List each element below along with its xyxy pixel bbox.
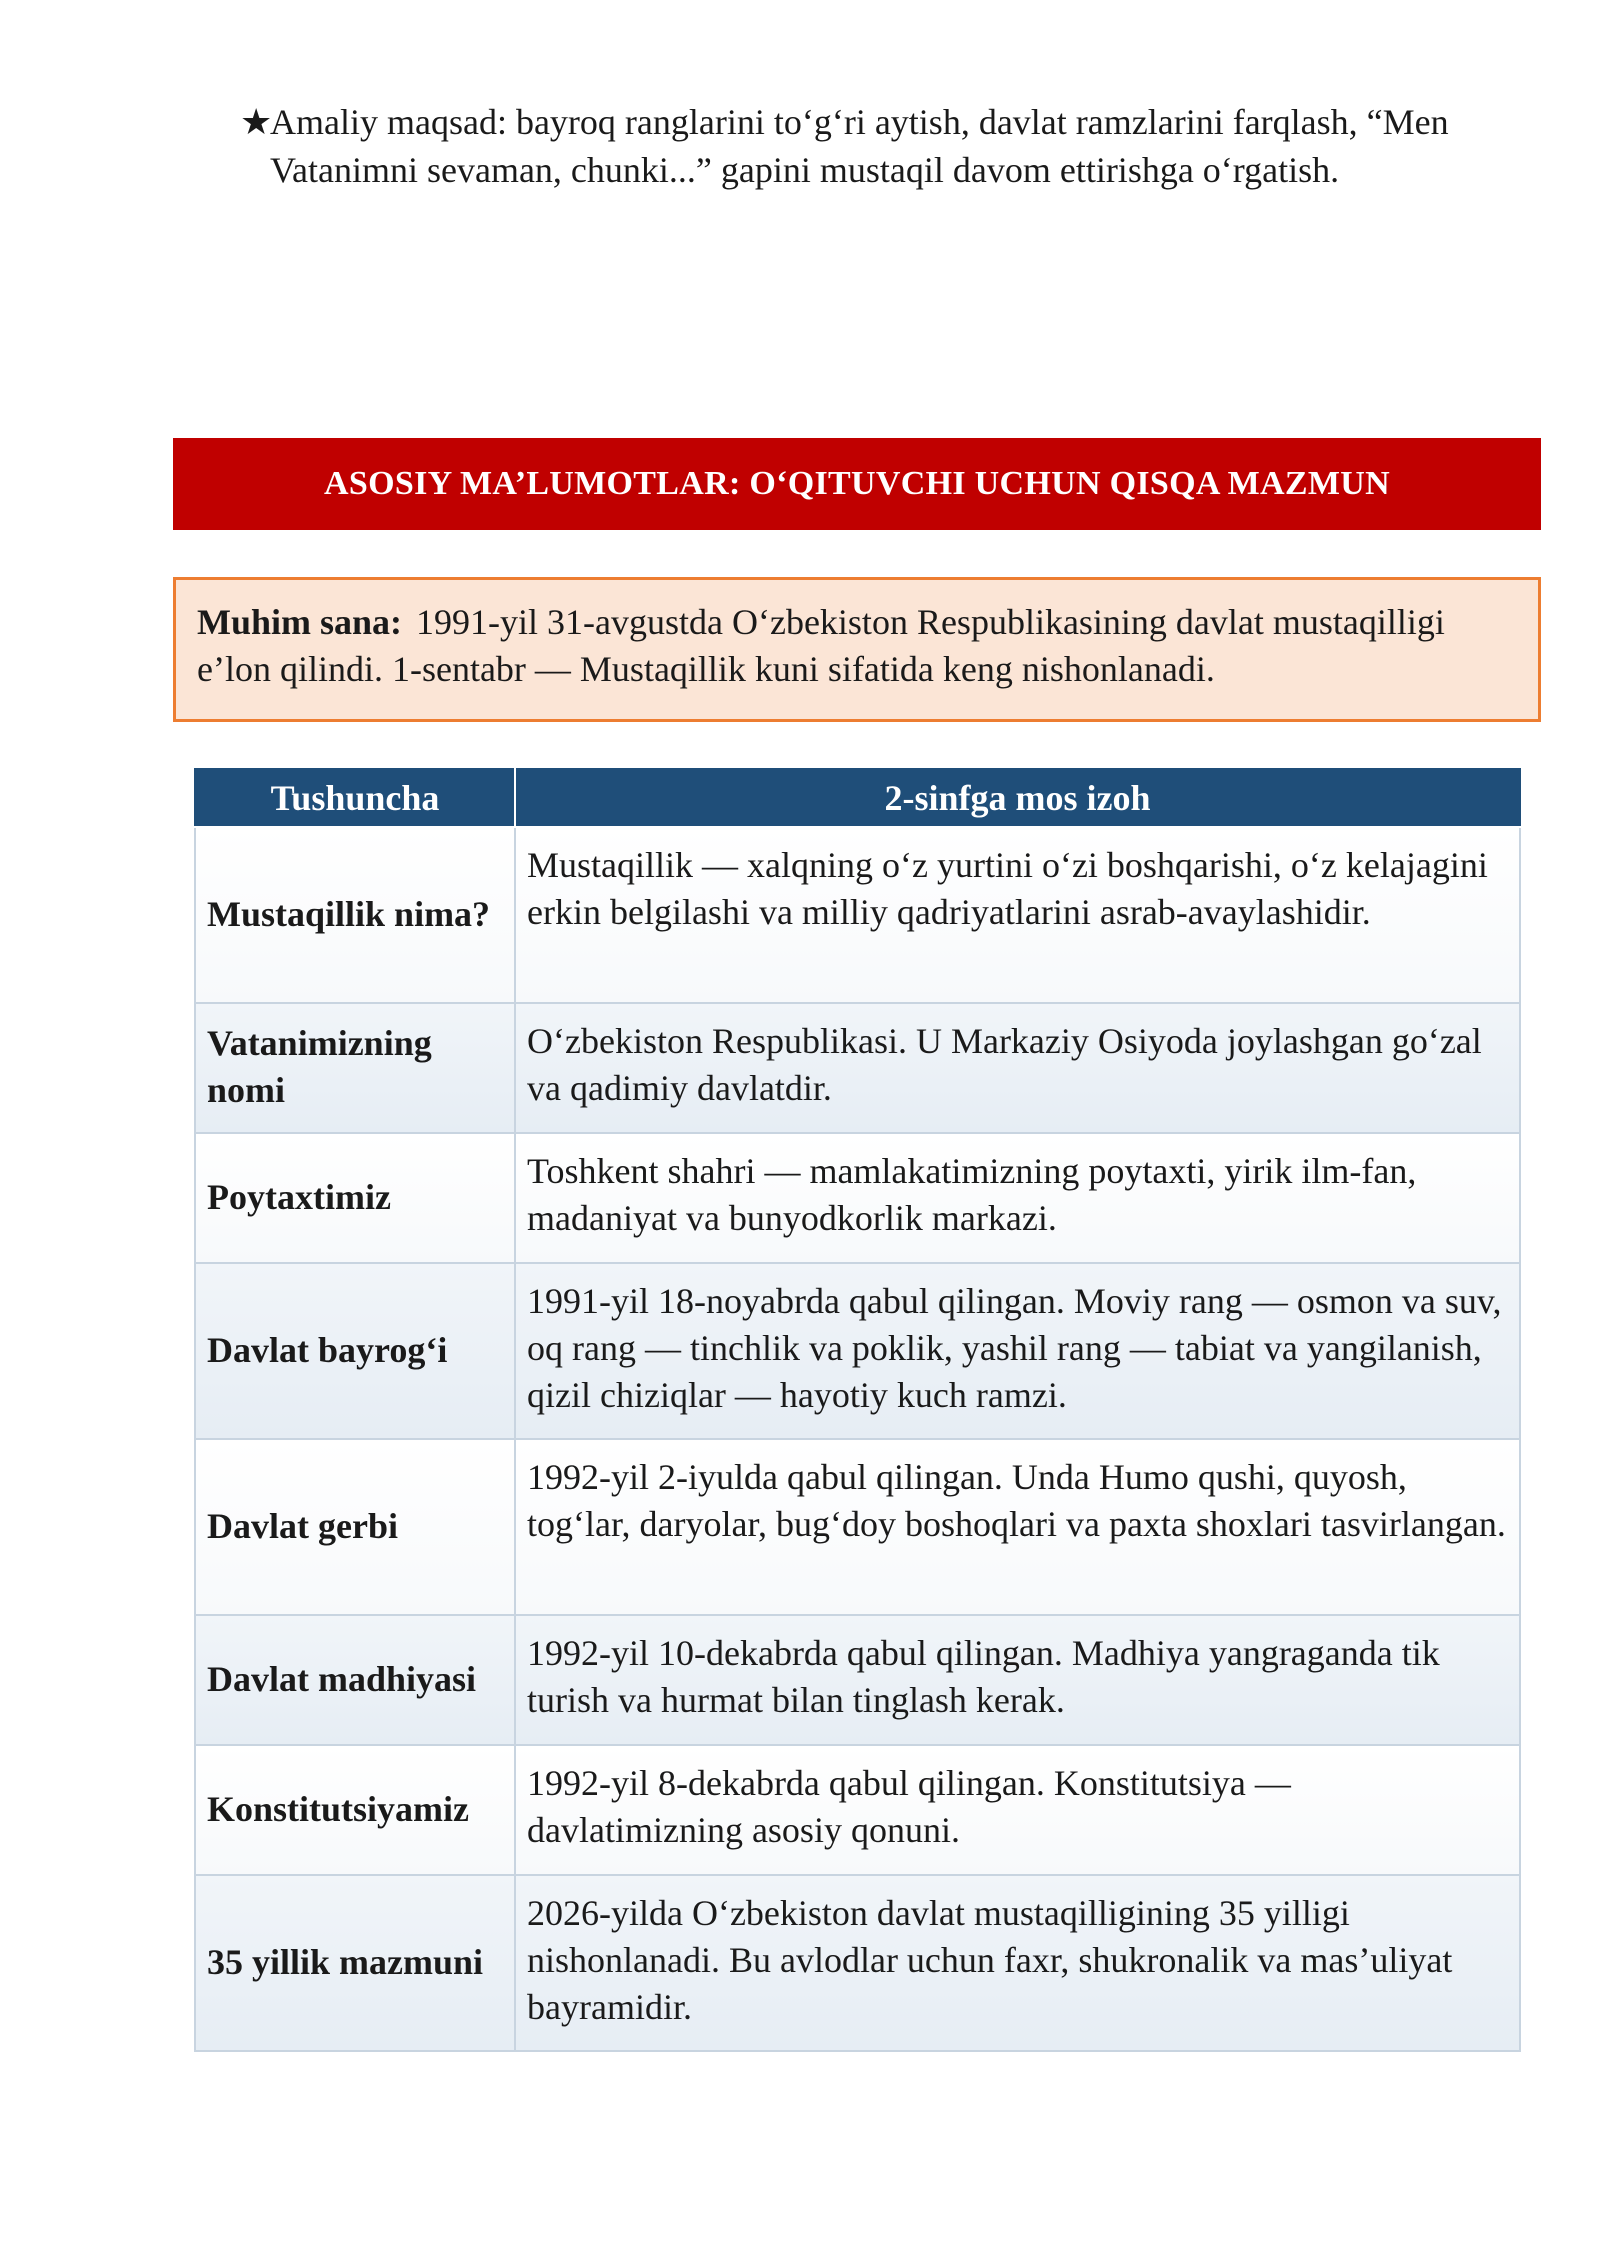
note-label: Muhim sana: <box>197 602 403 642</box>
row-term: Davlat gerbi <box>195 1439 515 1615</box>
note-text: 1991-yil 31-avgustda O‘zbekiston Respublikasining davlat mustaqilligi e’lon qilindi. 1-sentabr — Mustaqillik kuni sifatida keng nishonlanadi. <box>197 602 1445 689</box>
important-date-note <box>173 577 1541 722</box>
table-header-row <box>195 769 1520 827</box>
column-header-term: Tushuncha <box>195 769 515 827</box>
row-term: Davlat madhiyasi <box>195 1615 515 1745</box>
section-banner-title: ASOSIY MA’LUMOTLAR: O‘QITUVCHI UCHUN QISQA MAZMUN <box>324 465 1390 502</box>
row-term: Davlat bayrog‘i <box>195 1263 515 1439</box>
row-description: O‘zbekiston Respublikasi. U Markaziy Osiyoda joylashgan go‘zal va qadimiy davlatdir. <box>515 1003 1520 1133</box>
table-row <box>195 1263 1520 1439</box>
table-row <box>195 1745 1520 1875</box>
row-term: 35 yillik mazmuni <box>195 1875 515 2051</box>
table-row <box>195 827 1520 1003</box>
row-description: 2026-yilda O‘zbekiston davlat mustaqilligining 35 yilligi nishonlanadi. Bu avlodlar uchun faxr, shukronalik va mas’uliyat bayramidir. <box>515 1875 1520 2051</box>
table-row <box>195 1439 1520 1615</box>
goal-text: Amaliy maqsad: bayroq ranglarini to‘g‘ri aytish, davlat ramzlarini farqlash, “Men Vatanimni sevaman, chunki...” gapini mustaqil davom ettirishga o‘rgatish. <box>270 102 1449 190</box>
row-description: Toshkent shahri — mamlakatimizning poytaxti, yirik ilm-fan, madaniyat va bunyodkorlik markazi. <box>515 1133 1520 1263</box>
row-description: 1992-yil 8-dekabrda qabul qilingan. Konstitutsiya — davlatimizning asosiy qonuni. <box>515 1745 1520 1875</box>
concepts-table <box>194 768 1521 2052</box>
table-row <box>195 1615 1520 1745</box>
row-description: 1992-yil 10-dekabrda qabul qilingan. Madhiya yangraganda tik turish va hurmat bilan tinglash kerak. <box>515 1615 1520 1745</box>
row-term: Mustaqillik nima? <box>195 827 515 1003</box>
row-description: Mustaqillik — xalqning o‘z yurtini o‘zi boshqarishi, o‘z kelajagini erkin belgilashi va milliy qadriyatlarini asrab-avaylashidir. <box>515 827 1520 1003</box>
row-term: Poytaxtimiz <box>195 1133 515 1263</box>
row-term: Konstitutsiyamiz <box>195 1745 515 1875</box>
section-banner <box>173 438 1541 530</box>
star-icon: ★ <box>240 102 273 142</box>
table-row <box>195 1875 1520 2051</box>
goal-paragraph <box>240 98 1460 194</box>
row-term: Vatanimizning nomi <box>195 1003 515 1133</box>
row-description: 1992-yil 2-iyulda qabul qilingan. Unda Humo qushi, quyosh, tog‘lar, daryolar, bug‘doy boshoqlari va paxta shoxlari tasvirlangan. <box>515 1439 1520 1615</box>
table-row <box>195 1133 1520 1263</box>
column-header-description: 2-sinfga mos izoh <box>515 769 1520 827</box>
row-description: 1991-yil 18-noyabrda qabul qilingan. Moviy rang — osmon va suv, oq rang — tinchlik va poklik, yashil rang — tabiat va yangilanish, qizil chiziqlar — hayotiy kuch ramzi. <box>515 1263 1520 1439</box>
table-row <box>195 1003 1520 1133</box>
